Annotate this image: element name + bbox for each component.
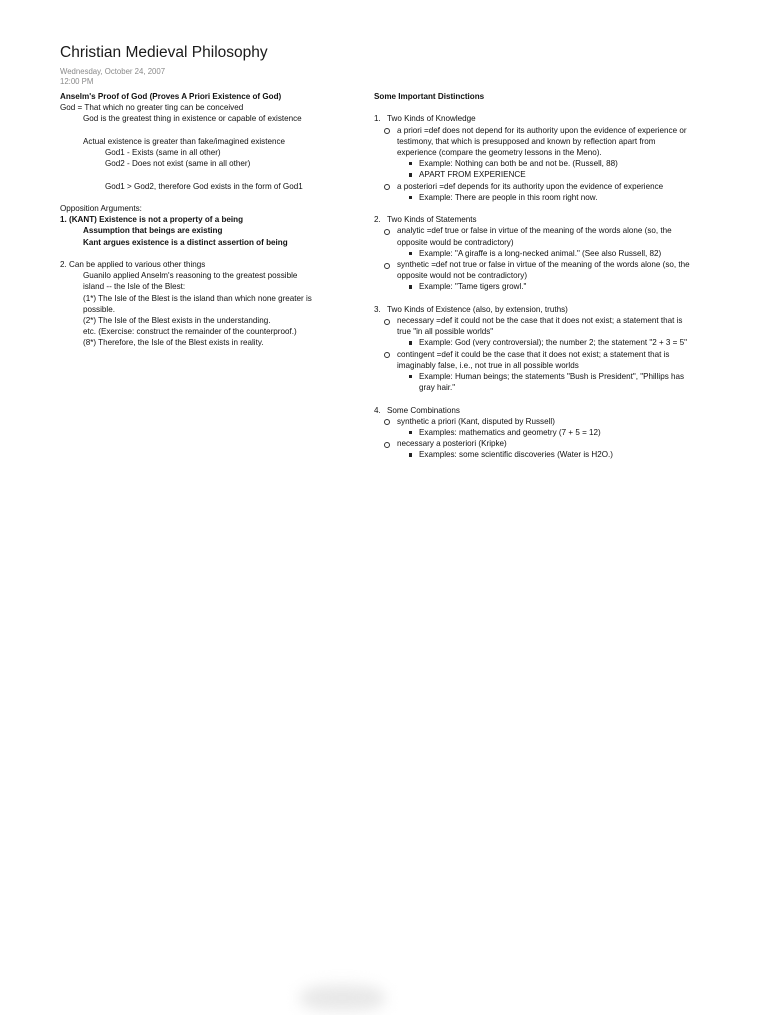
circle-bullet-icon: [384, 128, 390, 134]
list-item: [374, 304, 690, 315]
text-line: God = That which no greater ting can be conceived: [60, 103, 244, 113]
sub-sub-item-text: Example: "Tame tigers growl.": [419, 282, 527, 292]
sub-sub-item-text: Example: Human beings; the statements "Bush is President", "Phillips has gray hair.": [419, 372, 685, 393]
sub-sub-item: [374, 169, 690, 180]
sub-item: [374, 181, 690, 192]
text-line: 2. Can be applied to various other things: [60, 259, 206, 269]
list-item: [374, 214, 690, 225]
text-line: God1 > God2, therefore God exists in the form of God1: [105, 181, 303, 191]
blurred-smudge: [300, 985, 385, 1011]
list-item: [374, 113, 690, 124]
square-bullet-icon: [409, 375, 412, 378]
note-time: 12:00 PM: [60, 77, 94, 86]
sub-sub-item: [374, 192, 690, 203]
square-bullet-icon: [409, 341, 412, 344]
text-line: Kant argues existence is a distinct assertion of being: [83, 237, 288, 247]
spacer: [60, 248, 325, 259]
sub-sub-item: [374, 281, 690, 292]
text-line: God2 - Does not exist (same in all other): [105, 159, 251, 169]
circle-bullet-icon: [384, 352, 390, 358]
sub-item-text: a priori =def does not depend for its authority upon the evidence of experience or testimony, that which is presupposed and known by reflection apart from experience (compare the geometry lessons in the Meno).: [397, 125, 687, 157]
sub-sub-item: [374, 337, 690, 348]
list-number: 4.: [374, 405, 381, 415]
sub-sub-item-text: Examples: mathematics and geometry (7 + 5 = 12): [419, 428, 601, 438]
list-number: 3.: [374, 304, 381, 314]
text-line: (1*) The Isle of the Blest is the island than which none greater is: [83, 293, 312, 303]
note-date: Wednesday, October 24, 2007: [60, 67, 166, 76]
sub-item: [374, 438, 690, 449]
sub-item-text: synthetic =def not true or false in virtue of the meaning of the words alone (so, the opposite would not be contradictory): [397, 260, 690, 281]
list-item-label: Two Kinds of Existence (also, by extension, truths): [387, 304, 568, 314]
circle-bullet-icon: [384, 263, 390, 269]
spacer: [60, 192, 325, 203]
text-line: possible.: [83, 304, 115, 314]
sub-item-text: a posteriori =def depends for its authority upon the evidence of experience: [397, 181, 664, 191]
text-line: Assumption that beings are existing: [83, 226, 223, 236]
spacer: [374, 293, 690, 304]
square-bullet-icon: [409, 162, 412, 165]
page-title: Christian Medieval Philosophy: [60, 44, 268, 61]
sub-item-text: necessary a posteriori (Kripke): [397, 439, 507, 449]
text-line: island -- the Isle of the Blest:: [83, 282, 186, 292]
distinctions-heading: Some Important Distinctions: [374, 92, 485, 101]
sub-sub-item-text: Example: God (very controversial); the number 2; the statement "2 + 3 = 5": [419, 338, 688, 348]
sub-sub-item-text: APART FROM EXPERIENCE: [419, 170, 526, 180]
text-line: God1 - Exists (same in all other): [105, 148, 221, 157]
spacer: [60, 169, 325, 180]
square-bullet-icon: [409, 431, 412, 434]
text-line: Guanilo applied Anselm's reasoning to the greatest possible: [83, 271, 298, 281]
sub-item: [374, 349, 690, 371]
sub-item: [374, 225, 690, 247]
sub-item-text: analytic =def true or false in virtue of the meaning of the words alone (so, the opposite would be contradictory): [397, 226, 672, 247]
circle-bullet-icon: [384, 419, 390, 425]
sub-item: [374, 125, 690, 159]
circle-bullet-icon: [384, 319, 390, 325]
sub-item-text: synthetic a priori (Kant, disputed by Russell): [397, 416, 555, 426]
square-bullet-icon: [409, 196, 412, 199]
list-item: [374, 405, 690, 416]
sub-item-text: contingent =def it could be the case that it does not exist; a statement that is imaginably false, i.e., not true in all possible worlds: [397, 349, 670, 370]
sub-sub-item: [374, 248, 690, 259]
text-line: etc. (Exercise: construct the remainder of the counterproof.): [83, 327, 297, 337]
sub-item: [374, 315, 690, 337]
text-line: (2*) The Isle of the Blest exists in the understanding.: [83, 316, 271, 325]
sub-item: [374, 259, 690, 281]
spacer: [374, 393, 690, 404]
sub-sub-item-text: Example: Nothing can both be and not be. (Russell, 88): [419, 159, 618, 169]
list-item-label: Some Combinations: [387, 405, 460, 415]
distinctions-section: [374, 91, 690, 461]
circle-bullet-icon: [384, 442, 390, 448]
sub-sub-item: [374, 158, 690, 169]
square-bullet-icon: [409, 173, 412, 176]
square-bullet-icon: [409, 453, 412, 456]
sub-sub-item: [374, 371, 690, 393]
list-number: 2.: [374, 215, 381, 225]
sub-sub-item: [374, 427, 690, 438]
square-bullet-icon: [409, 285, 412, 288]
sub-item: [374, 416, 690, 427]
list-item-label: Two Kinds of Statements: [387, 215, 477, 225]
circle-bullet-icon: [384, 229, 390, 235]
square-bullet-icon: [409, 252, 412, 255]
list-number: 1.: [374, 114, 381, 124]
list-item-label: Two Kinds of Knowledge: [387, 114, 476, 124]
opposition-heading: Opposition Arguments:: [60, 203, 142, 213]
spacer: [60, 125, 325, 136]
text-line: (8*) Therefore, the Isle of the Blest exists in reality.: [83, 338, 264, 348]
text-line: 1. (KANT) Existence is not a property of a being: [60, 215, 244, 225]
sub-sub-item: [374, 449, 690, 460]
spacer: [374, 203, 690, 214]
sub-sub-item-text: Example: There are people in this room right now.: [419, 192, 598, 202]
anselm-section: [60, 91, 325, 349]
sub-item-text: necessary =def it could not be the case that it does not exist; a statement that is true "in all possible worlds": [397, 316, 683, 337]
text-line: Actual existence is greater than fake/imagined existence: [83, 136, 286, 146]
text-line: God is the greatest thing in existence or capable of existence: [83, 114, 302, 124]
sub-sub-item-text: Examples: some scientific discoveries (Water is H2O.): [419, 450, 614, 460]
spacer: [374, 102, 690, 113]
circle-bullet-icon: [384, 184, 390, 190]
anselm-heading: Anselm's Proof of God (Proves A Priori Existence of God): [60, 92, 282, 101]
sub-sub-item-text: Example: "A giraffe is a long-necked animal." (See also Russell, 82): [419, 248, 662, 258]
